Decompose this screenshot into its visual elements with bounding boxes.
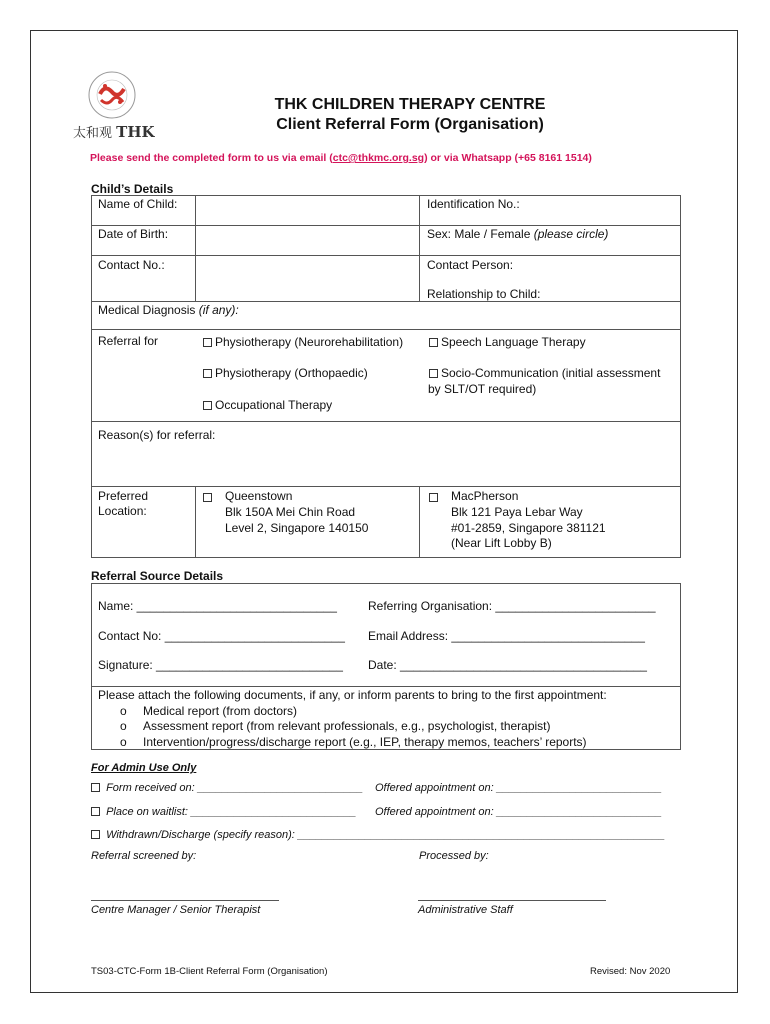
location-macpherson[interactable] bbox=[429, 490, 441, 505]
option-label: Physiotherapy (Neurorehabilitation) bbox=[215, 335, 404, 349]
medical-diagnosis-label bbox=[98, 303, 239, 318]
email-link[interactable]: ctc@thkmc.org.sg bbox=[332, 152, 425, 164]
sex-hint: (please circle) bbox=[533, 227, 609, 241]
option-occupational-therapy[interactable] bbox=[203, 398, 332, 413]
bullet-icon: o bbox=[120, 704, 127, 718]
attach-item: Intervention/progress/discharge report (e.g., IEP, therapy memos, teachers’ reports) bbox=[143, 735, 587, 749]
bullet-icon: o bbox=[120, 735, 127, 749]
screened-by-label: Referral screened by: bbox=[91, 850, 197, 862]
col-divider bbox=[195, 195, 196, 302]
referrer-contact-field[interactable]: Contact No: ___________________________ bbox=[98, 629, 345, 643]
admin-staff-label: Administrative Staff bbox=[418, 904, 513, 916]
checkbox-icon[interactable] bbox=[429, 369, 438, 378]
col-divider bbox=[419, 486, 420, 558]
logo-chinese-text: 太和观 bbox=[73, 126, 113, 141]
reasons-field[interactable] bbox=[92, 444, 680, 484]
date-of-birth-field[interactable] bbox=[197, 226, 418, 254]
title-line-1: THK CHILDREN THERAPY CENTRE bbox=[274, 96, 546, 113]
option-label-continued: by SLT/OT required) bbox=[428, 382, 537, 396]
row-divider bbox=[91, 421, 681, 422]
identification-no-label: Identification No.: bbox=[427, 197, 520, 211]
bullet-icon: o bbox=[120, 719, 127, 733]
form-received-row[interactable] bbox=[91, 781, 363, 796]
location-queenstown[interactable] bbox=[203, 490, 215, 505]
col-divider bbox=[195, 486, 196, 558]
offered-appointment-field[interactable]: Offered appointment on: ___________________________ bbox=[375, 806, 662, 818]
signature-field[interactable]: Signature: ____________________________ bbox=[98, 658, 343, 672]
contact-no-label: Contact No.: bbox=[98, 258, 165, 272]
relationship-label: Relationship to Child: bbox=[427, 287, 541, 301]
option-label: Speech Language Therapy bbox=[441, 335, 586, 349]
revision-date: Revised: Nov 2020 bbox=[590, 966, 671, 977]
location-name: MacPherson bbox=[451, 489, 519, 503]
checkbox-icon[interactable] bbox=[429, 493, 438, 502]
row-divider bbox=[91, 329, 681, 330]
diagnosis-hint: (if any): bbox=[198, 303, 239, 317]
location-address: (Near Lift Lobby B) bbox=[451, 536, 552, 550]
logo-english-text: THK bbox=[116, 123, 155, 141]
checkbox-icon[interactable] bbox=[203, 338, 212, 347]
location-label: Location: bbox=[98, 504, 147, 518]
diagnosis-text: Medical Diagnosis bbox=[98, 303, 196, 317]
checkbox-icon[interactable] bbox=[91, 807, 100, 816]
waitlist-label: Place on waitlist: ___________________________ bbox=[106, 806, 357, 818]
option-label: Physiotherapy (Orthopaedic) bbox=[215, 366, 368, 380]
referring-organisation-field[interactable]: Referring Organisation: ________________________ bbox=[368, 599, 656, 613]
col-divider bbox=[419, 195, 420, 302]
signature-line[interactable] bbox=[418, 900, 606, 901]
waitlist-row[interactable] bbox=[91, 805, 356, 820]
withdrawn-label: Withdrawn/Discharge (specify reason): ____________________________________________________________ bbox=[106, 829, 665, 841]
page-title bbox=[200, 95, 620, 135]
sex-field[interactable] bbox=[427, 227, 608, 242]
admin-section-heading: For Admin Use Only bbox=[91, 762, 197, 774]
option-physio-neuro[interactable] bbox=[203, 335, 403, 350]
date-of-birth-label: Date of Birth: bbox=[98, 227, 169, 241]
location-address: Blk 150A Mei Chin Road bbox=[225, 505, 356, 519]
row-divider bbox=[91, 301, 681, 302]
signature-line[interactable] bbox=[91, 900, 279, 901]
offered-appointment-field[interactable]: Offered appointment on: ___________________________ bbox=[375, 782, 662, 794]
sex-label: Sex: Male / Female bbox=[427, 227, 531, 241]
checkbox-icon[interactable] bbox=[203, 493, 212, 502]
title-line-2: Client Referral Form (Organisation) bbox=[276, 116, 544, 133]
option-label: Socio-Communication (initial assessment bbox=[441, 366, 661, 380]
notice-pre: Please send the completed form to us via email ( bbox=[90, 152, 333, 164]
option-socio-communication[interactable] bbox=[429, 366, 660, 381]
referral-source-heading: Referral Source Details bbox=[91, 569, 224, 583]
form-received-label: Form received on: ___________________________ bbox=[106, 782, 363, 794]
attach-instructions: Please attach the following documents, if any, or inform parents to bring to the first appointment: bbox=[98, 688, 607, 702]
location-address: Level 2, Singapore 140150 bbox=[225, 521, 369, 535]
location-name: Queenstown bbox=[225, 489, 293, 503]
logo-text bbox=[73, 122, 155, 141]
checkbox-icon[interactable] bbox=[203, 401, 212, 410]
row-divider bbox=[91, 686, 681, 687]
notice-post: ) or via Whatsapp (+65 8161 1514) bbox=[424, 152, 592, 164]
location-address: #01-2859, Singapore 381121 bbox=[451, 521, 606, 535]
contact-person-label: Contact Person: bbox=[427, 258, 514, 272]
name-of-child-label: Name of Child: bbox=[98, 197, 178, 211]
option-speech-therapy[interactable] bbox=[429, 335, 586, 350]
processed-by-label: Processed by: bbox=[419, 850, 489, 862]
checkbox-icon[interactable] bbox=[91, 830, 100, 839]
preferred-label: Preferred bbox=[98, 489, 149, 503]
form-code: TS03-CTC-Form 1B-Client Referral Form (Organisation) bbox=[91, 966, 328, 977]
childs-details-heading: Child’s Details bbox=[91, 182, 174, 196]
date-field[interactable]: Date: _____________________________________ bbox=[368, 658, 647, 672]
attach-item: Medical report (from doctors) bbox=[143, 704, 298, 718]
submission-notice bbox=[90, 152, 592, 164]
option-label: Occupational Therapy bbox=[215, 398, 333, 412]
manager-signature-label: Centre Manager / Senior Therapist bbox=[91, 904, 261, 916]
referral-for-label: Referral for bbox=[98, 334, 159, 348]
row-divider bbox=[91, 486, 681, 487]
option-physio-ortho[interactable] bbox=[203, 366, 368, 381]
location-address: Blk 121 Paya Lebar Way bbox=[451, 505, 583, 519]
checkbox-icon[interactable] bbox=[91, 783, 100, 792]
withdrawn-row[interactable] bbox=[91, 828, 665, 843]
referrer-name-field[interactable]: Name: ______________________________ bbox=[98, 599, 337, 613]
referrer-email-field[interactable]: Email Address: _____________________________ bbox=[368, 629, 645, 643]
checkbox-icon[interactable] bbox=[429, 338, 438, 347]
name-of-child-field[interactable] bbox=[197, 196, 418, 224]
contact-no-field[interactable] bbox=[197, 256, 418, 300]
attach-item: Assessment report (from relevant professionals, e.g., psychologist, therapist) bbox=[143, 719, 551, 733]
checkbox-icon[interactable] bbox=[203, 369, 212, 378]
reasons-label: Reason(s) for referral: bbox=[98, 428, 216, 442]
